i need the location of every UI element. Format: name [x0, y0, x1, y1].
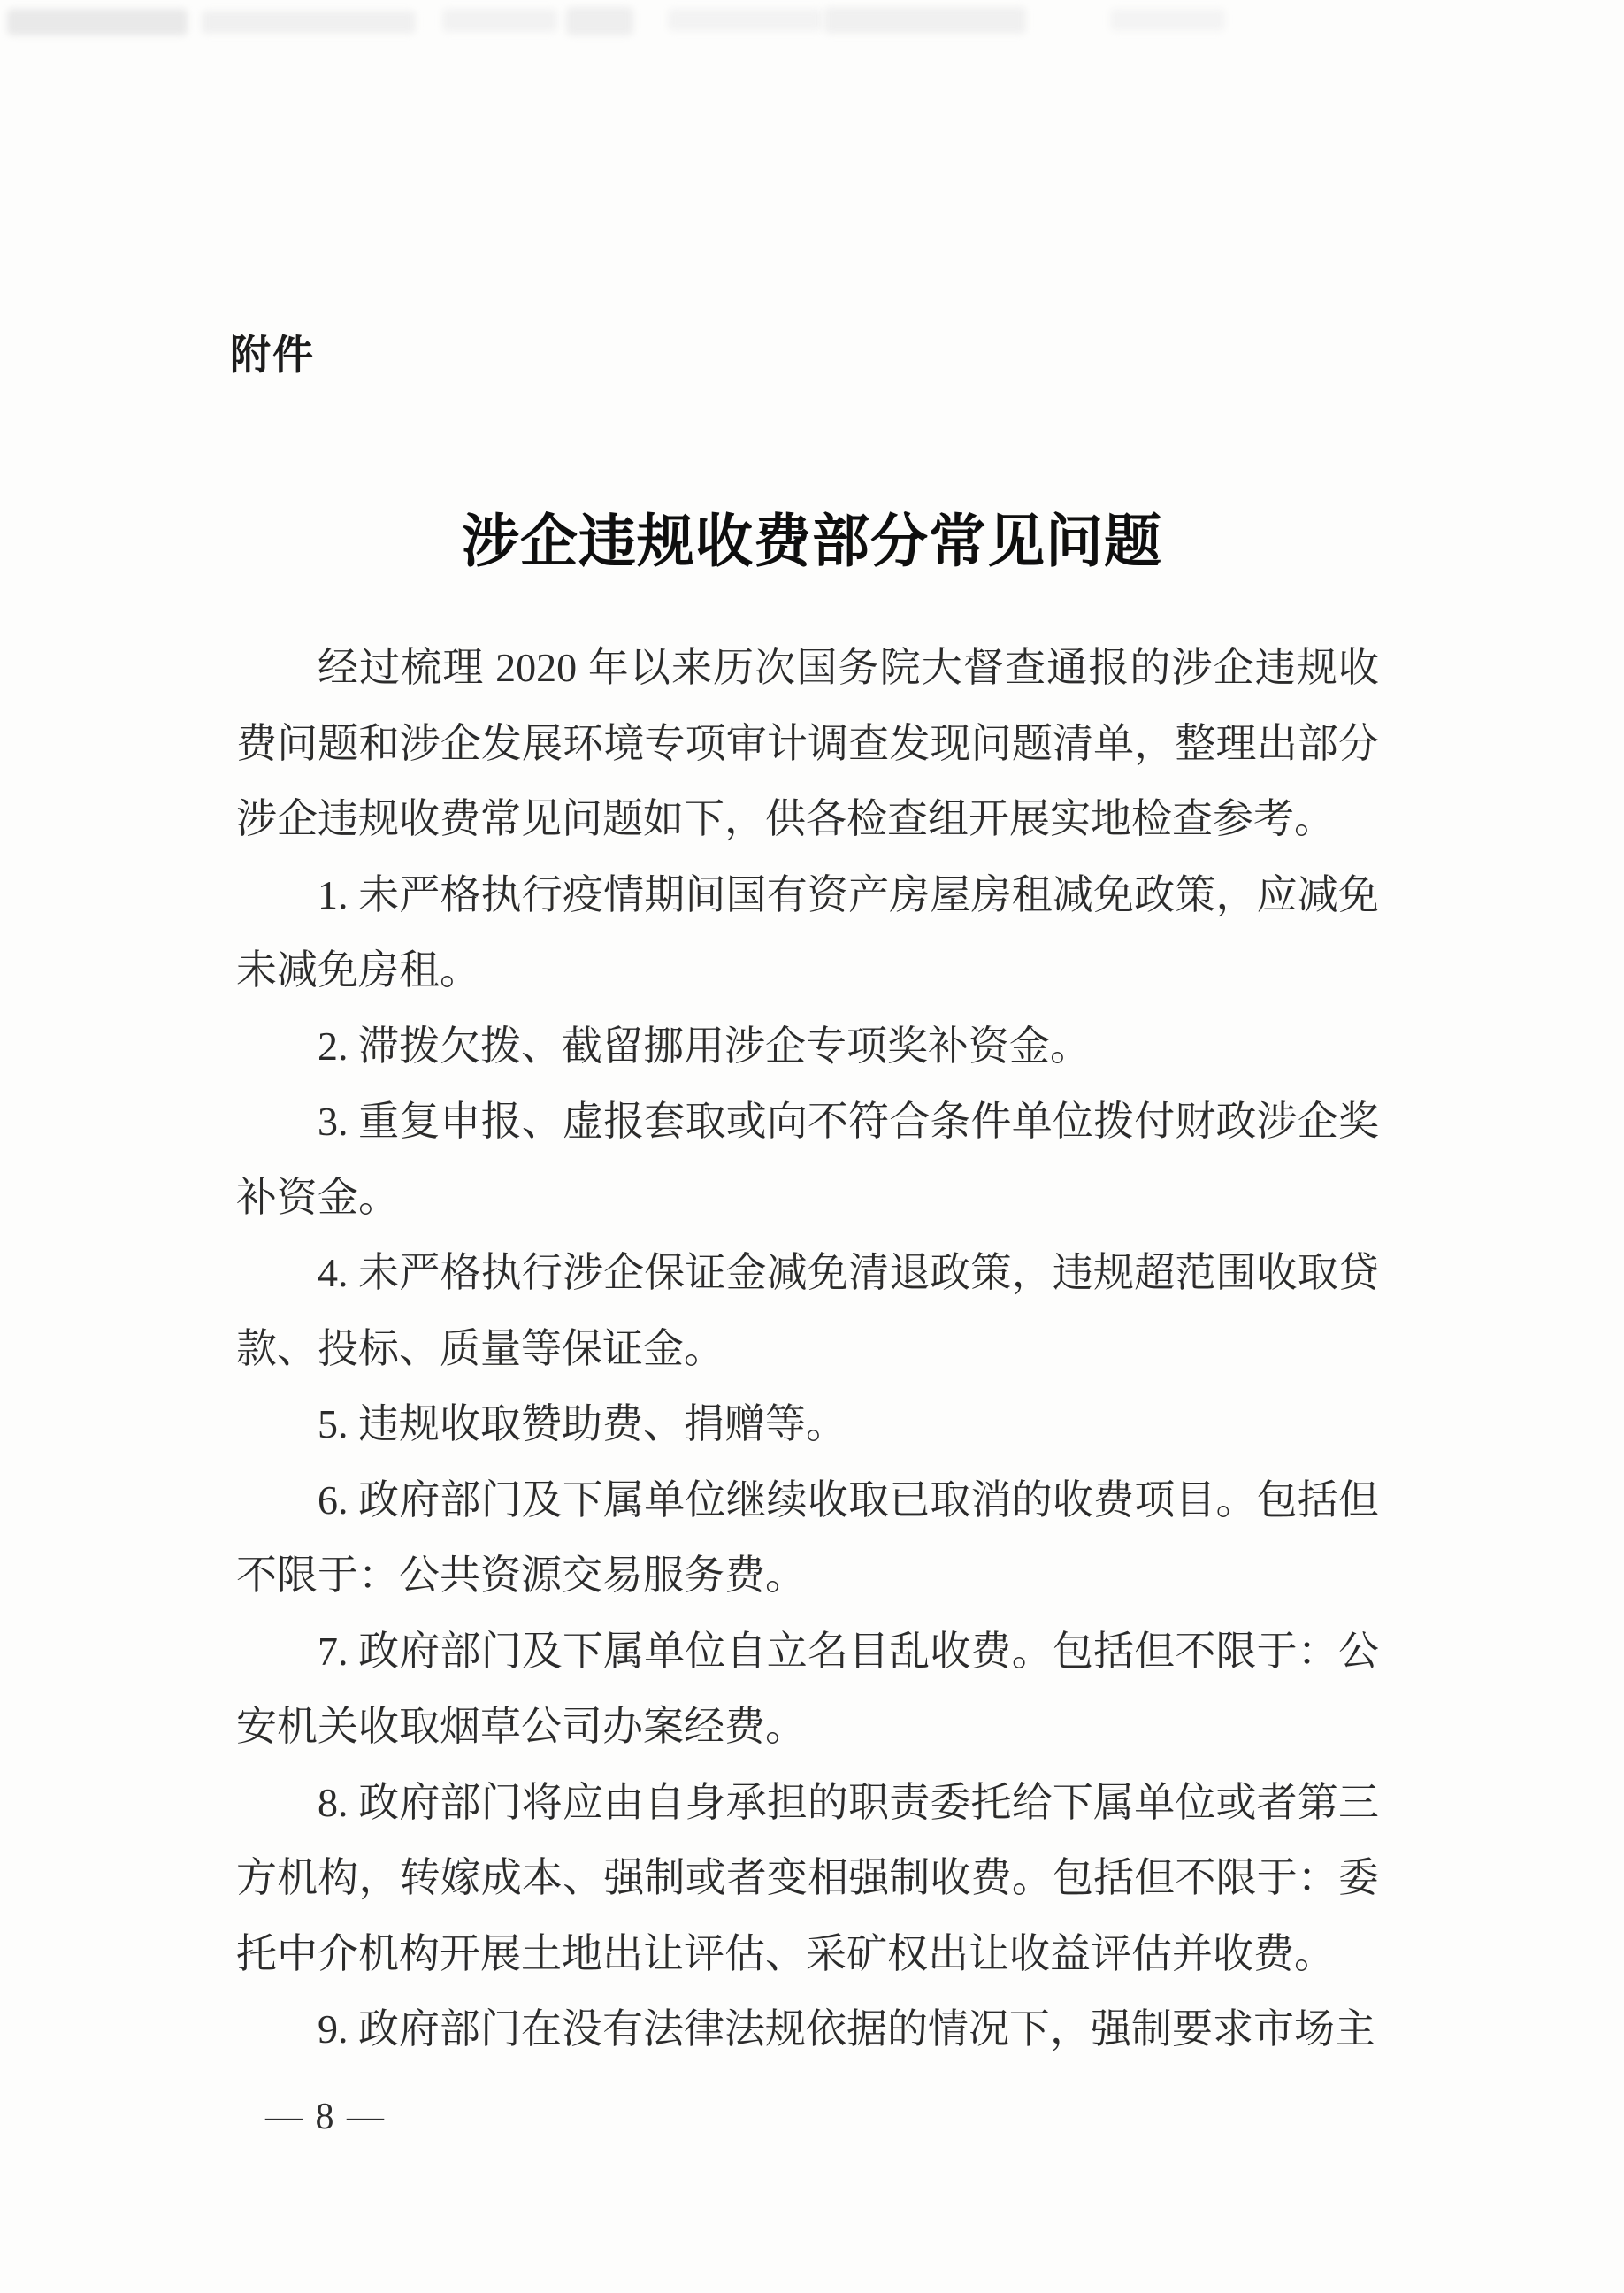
scan-smudge: [824, 7, 1026, 34]
scan-smudge: [668, 9, 823, 31]
scan-smudge: [442, 9, 557, 32]
page-number: — 8 —: [265, 2097, 386, 2137]
scan-smudge: [566, 7, 633, 35]
list-item-6: 6. 政府部门及下属单位继续收取已取消的收费项目。包括但不限于：公共资源交易服务费。: [236, 1476, 1379, 1598]
list-item-3: 3. 重复申报、虚报套取或向不符合条件单位拨付财政涉企奖补资金。: [236, 1099, 1379, 1220]
scan-smudge: [7, 9, 188, 35]
list-item-4: 4. 未严格执行涉企保证金减免清退政策，违规超范围收取贷款、投标、质量等保证金。: [236, 1250, 1379, 1371]
list-item-8: 8. 政府部门将应由自身承担的职责委托给下属单位或者第三方机构，转嫁成本、强制或者变相强制收费。包括但不限于：委托中介机构开展土地出让评估、采矿权出让收益评估并收费。: [236, 1779, 1379, 1976]
document-title: 涉企违规收费部分常见问题: [461, 510, 1162, 574]
scan-artifact-strip: [0, 0, 1624, 53]
list-item-1: 1. 未严格执行疫情期间国有资产房屋房租减免政策，应减免未减免房租。: [236, 871, 1379, 993]
scan-smudge: [202, 11, 416, 34]
attachment-label: 附件: [230, 332, 315, 378]
list-item-7: 7. 政府部门及下属单位自立名目乱收费。包括但不限于：公安机关收取烟草公司办案经费。: [236, 1628, 1379, 1749]
scan-smudge: [1110, 9, 1225, 31]
list-item-5: 5. 违规收取赞助费、捐赠等。: [318, 1401, 846, 1446]
paragraph-intro: 经过梳理 2020 年以来历次国务院大督查通报的涉企违规收费问题和涉企发展环境专项审计调查发现问题清单，整理出部分涉企违规收费常见问题如下，供各检查组开展实地检查参考。: [236, 645, 1379, 841]
list-item-2: 2. 滞拨欠拨、截留挪用涉企专项奖补资金。: [318, 1023, 1091, 1069]
document-body: [236, 630, 1379, 2067]
list-item-9: 9. 政府部门在没有法律法规依据的情况下，强制要求市场主: [318, 2006, 1375, 2051]
